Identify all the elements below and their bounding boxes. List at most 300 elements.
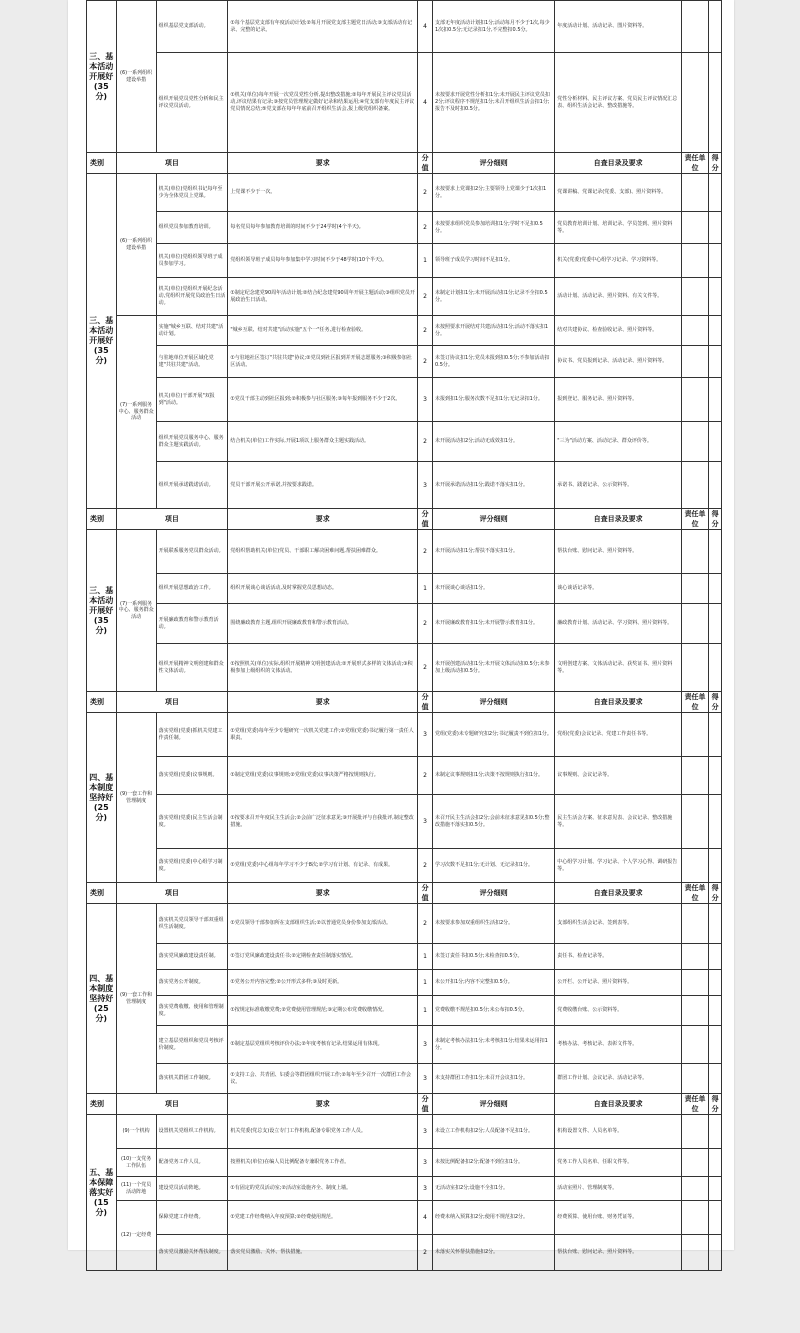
requirement-cell: 按照机关(单位)在编人员比例配备专兼职党务工作者。 (228, 1149, 418, 1177)
header-row (87, 692, 722, 713)
self-check-cell: 支部组织生活会记录、签到表等。 (555, 904, 682, 944)
self-check-cell: 活动计划、活动记录、照片资料、有关文件等。 (555, 278, 682, 316)
header-score: 分值 (418, 509, 433, 530)
header-category: 类别 (87, 153, 117, 174)
table-row (87, 904, 722, 944)
score-cell: 1 (418, 944, 433, 970)
score-cell: 2 (418, 904, 433, 944)
requirement-cell: ①党员领导干部参加所在支部组织生活;②以普通党员身份参加支部活动。 (228, 904, 418, 944)
item-cell: 建立基层党组织和党员考核评价制度。 (156, 1026, 228, 1064)
requirement-cell: ①按规定标准收缴党费;②党费使用管理规范;③定期公布党费收缴情况。 (228, 996, 418, 1026)
requirement-cell: 组织开展谈心谈话活动,及时掌握党员思想动态。 (228, 574, 418, 604)
requirement-cell: ①制定基层党组织考核评价办法;②年度考核有记录,结果运用有体现。 (228, 1026, 418, 1064)
rule-cell: 未签订责任书扣0.5分;未检查扣0.5分。 (432, 944, 554, 970)
self-check-cell: 帮扶台账、慰问记录、照片资料等。 (555, 530, 682, 574)
requirement-cell: ①有固定的党员活动室;②活动室设施齐全、制度上墙。 (228, 1177, 418, 1201)
unit-cell (681, 1149, 708, 1177)
table-row (87, 1177, 722, 1201)
table-row (87, 462, 722, 509)
self-check-cell: 文明创建方案、文体活动记录、获奖证书、照片资料等。 (555, 644, 682, 692)
item-cell: 落实党务公开制度。 (156, 970, 228, 996)
unit-cell (681, 316, 708, 346)
got-cell (709, 1, 722, 53)
table-row (87, 1149, 722, 1177)
requirement-cell: 围绕廉政教育主题,组织开展廉政教育和警示教育活动。 (228, 604, 418, 644)
project-cell: (9)一个机构 (116, 1115, 156, 1149)
project-cell: (6)一系列组织建设举措 (116, 174, 156, 316)
requirement-cell: ①每个基层党支部有年度活动计划;②每月开展党支部主题党日活动;③支部活动有记录、完整的记录。 (228, 1, 418, 53)
self-check-cell: 党性分析材料、民主评议方案、党员民主评议情况汇总表、组织生活会记录、整改措施等。 (555, 53, 682, 153)
table-row (87, 644, 722, 692)
score-cell: 2 (418, 757, 433, 795)
got-cell (709, 1064, 722, 1094)
project-cell: (7)一系列服务中心、服务群众活动 (116, 530, 156, 692)
requirement-cell: "城乡互联、结对共建"活动实施"五个一"任务,进行检查验收。 (228, 316, 418, 346)
got-cell (709, 378, 722, 422)
rule-cell: 未公开扣1分;内容不完整扣0.5分。 (432, 970, 554, 996)
header-row (87, 1094, 722, 1115)
rule-cell: 经费未纳入预算扣2分;使用不规范扣2分。 (432, 1201, 554, 1235)
project-cell: (11)一个党员活动阵地 (116, 1177, 156, 1201)
header-requirement: 要求 (228, 1094, 418, 1115)
unit-cell (681, 1026, 708, 1064)
rule-cell: 未按要求上党课扣2分;主要领导上党课少于1次扣1分。 (432, 174, 554, 212)
rule-cell: 未按比例配备扣2分;配备不到位扣1分。 (432, 1149, 554, 1177)
unit-cell (681, 1177, 708, 1201)
got-cell (709, 53, 722, 153)
score-cell: 3 (418, 795, 433, 849)
unit-cell (681, 53, 708, 153)
self-check-cell: 群团工作计划、会议记录、活动记录等。 (555, 1064, 682, 1094)
unit-cell (681, 996, 708, 1026)
got-cell (709, 713, 722, 757)
unit-cell (681, 644, 708, 692)
unit-cell (681, 462, 708, 509)
self-check-cell: 年度活动计划、活动记录、图片资料等。 (555, 1, 682, 53)
table-row (87, 996, 722, 1026)
rule-cell: 未开展创建活动扣1分;未开展文体活动扣0.5分;未参加上级活动扣0.5分。 (432, 644, 554, 692)
unit-cell (681, 1235, 708, 1271)
requirement-cell: ①党务公开内容完整;②公开形式多样;③及时更新。 (228, 970, 418, 996)
self-check-cell: 党课讲稿、党课记录(党委、支部)、照片资料等。 (555, 174, 682, 212)
got-cell (709, 574, 722, 604)
self-check-cell: 公开栏、公开记录、照片资料等。 (555, 970, 682, 996)
header-got: 得分 (709, 692, 722, 713)
self-check-cell: 帮扶台账、慰问记录、照片资料等。 (555, 1235, 682, 1271)
header-self: 自查目录及要求 (555, 153, 682, 174)
table-row (87, 346, 722, 378)
unit-cell (681, 1201, 708, 1235)
table-row (87, 1064, 722, 1094)
item-cell: 组织党员参加教育培训。 (156, 212, 228, 244)
rule-cell: 未开展承诺活动扣1分;践诺不落实扣1分。 (432, 462, 554, 509)
item-cell: 与驻地单位开展区域化党建"共驻共建"活动。 (156, 346, 228, 378)
header-category: 类别 (87, 692, 117, 713)
item-cell: 机关(单位)党组织开展纪念活动,党组织开展党员政治生日活动。 (156, 278, 228, 316)
rule-cell: 未签订协议扣1分;党员未报到扣0.5分;不参加活动扣0.5分。 (432, 346, 554, 378)
score-cell: 1 (418, 970, 433, 996)
rule-cell: 未召开民主生活会扣2分;会前未征求意见扣0.5分;整改措施不落实扣0.5分。 (432, 795, 554, 849)
self-check-cell: 中心组学习计划、学习记录、个人学习心得、调研报告等。 (555, 849, 682, 883)
self-check-cell: 活动室照片、管理制度等。 (555, 1177, 682, 1201)
self-check-cell: 协议书、党员报到记录、活动记录、照片资料等。 (555, 346, 682, 378)
header-rule: 评分细则 (432, 153, 554, 174)
header-requirement: 要求 (228, 883, 418, 904)
item-cell: 机关(单位)党组织书记每年至少为全体党员上党课。 (156, 174, 228, 212)
got-cell (709, 1201, 722, 1235)
self-check-cell: 结对共建协议、检查验收记录、照片资料等。 (555, 316, 682, 346)
header-got: 得分 (709, 153, 722, 174)
score-cell: 3 (418, 1115, 433, 1149)
self-check-cell: 党组(党委)会议记录、党建工作责任书等。 (555, 713, 682, 757)
project-cell: (9)一套工作和管理制度 (116, 713, 156, 883)
item-cell: 设置机关党组织工作机构。 (156, 1115, 228, 1149)
item-cell: 开展联系服务党员群众活动。 (156, 530, 228, 574)
score-cell: 2 (418, 644, 433, 692)
requirement-cell: ①制定党组(党委)议事规则;②党组(党委)议事决策严格按规则执行。 (228, 757, 418, 795)
score-cell: 3 (418, 1177, 433, 1201)
self-check-cell: 党务工作人员名单、任职文件等。 (555, 1149, 682, 1177)
header-score: 分值 (418, 1094, 433, 1115)
rule-cell: 未开展活动扣1分;帮扶不落实扣1分。 (432, 530, 554, 574)
rule-cell: 未落实关怀帮扶措施扣2分。 (432, 1235, 554, 1271)
header-project: 项目 (116, 883, 228, 904)
rule-cell: 未按要求参加双重组织生活扣2分。 (432, 904, 554, 944)
self-check-cell: 议事规则、会议记录等。 (555, 757, 682, 795)
self-check-cell: 谈心谈话记录等。 (555, 574, 682, 604)
header-unit: 责任单位 (681, 692, 708, 713)
got-cell (709, 462, 722, 509)
header-rule: 评分细则 (432, 883, 554, 904)
got-cell (709, 757, 722, 795)
unit-cell (681, 1, 708, 53)
project-cell: (10)一支党务工作队伍 (116, 1149, 156, 1177)
item-cell: 机关(单位)干部开展"双报到"活动。 (156, 378, 228, 422)
requirement-cell: ①按要求召开年度民主生活会;②会前广泛征求意见;③开展批评与自我批评,制定整改措施。 (228, 795, 418, 849)
table-row (87, 174, 722, 212)
unit-cell (681, 530, 708, 574)
self-check-cell: 考核办法、考核记录、表彰文件等。 (555, 1026, 682, 1064)
score-cell: 1 (418, 996, 433, 1026)
got-cell (709, 1149, 722, 1177)
unit-cell (681, 970, 708, 996)
table-row (87, 574, 722, 604)
requirement-cell: 落实党员激励、关怀、帮扶措施。 (228, 1235, 418, 1271)
table-row (87, 278, 722, 316)
table-row (87, 1235, 722, 1271)
header-row (87, 509, 722, 530)
requirement-cell: 上党课不少于一次。 (228, 174, 418, 212)
unit-cell (681, 346, 708, 378)
table-row (87, 1201, 722, 1235)
item-cell: 开展廉政教育和警示教育活动。 (156, 604, 228, 644)
category-cell: 四、基本制度坚持好(25分) (87, 904, 117, 1094)
table-row (87, 944, 722, 970)
header-unit: 责任单位 (681, 153, 708, 174)
category-cell: 三、基本活动开展好(35分) (87, 174, 117, 509)
table-row (87, 53, 722, 153)
requirement-cell: ①党建工作经费纳入年度预算;②经费使用规范。 (228, 1201, 418, 1235)
project-cell: (6)一系列组织建设举措 (116, 1, 156, 153)
unit-cell (681, 795, 708, 849)
item-cell: 实施"城乡互联、结对共建"活动计划。 (156, 316, 228, 346)
unit-cell (681, 1064, 708, 1094)
requirement-cell: 每名党员每年参加教育培训的时间不少于24学时(4个半天)。 (228, 212, 418, 244)
score-cell: 2 (418, 1235, 433, 1271)
table-row (87, 244, 722, 278)
got-cell (709, 174, 722, 212)
header-self: 自查目录及要求 (555, 509, 682, 530)
got-cell (709, 346, 722, 378)
item-cell: 落实党组(党委)中心组学习制度。 (156, 849, 228, 883)
unit-cell (681, 604, 708, 644)
score-cell: 2 (418, 174, 433, 212)
rule-cell: 未开展活动扣2分;活动无成效扣1分。 (432, 422, 554, 462)
unit-cell (681, 849, 708, 883)
table-row (87, 757, 722, 795)
score-cell: 2 (418, 849, 433, 883)
requirement-cell: 机关党委(党总支)设立专门工作机构,配备专职党务工作人员。 (228, 1115, 418, 1149)
score-cell: 3 (418, 1149, 433, 1177)
got-cell (709, 996, 722, 1026)
unit-cell (681, 174, 708, 212)
header-got: 得分 (709, 883, 722, 904)
score-cell: 1 (418, 244, 433, 278)
requirement-cell: ①党组(党委)中心组每年学习不少于8次;②学习有计划、有记录、有成果。 (228, 849, 418, 883)
item-cell: 机关(单位)党组织领导班子成员参加学习。 (156, 244, 228, 278)
header-unit: 责任单位 (681, 509, 708, 530)
header-unit: 责任单位 (681, 883, 708, 904)
score-cell: 4 (418, 1201, 433, 1235)
got-cell (709, 944, 722, 970)
item-cell: 落实党组(党委)议事规则。 (156, 757, 228, 795)
header-category: 类别 (87, 509, 117, 530)
table-row (87, 849, 722, 883)
score-cell: 4 (418, 53, 433, 153)
rule-cell: 未开展廉政教育扣1分;未开展警示教育扣1分。 (432, 604, 554, 644)
header-self: 自查目录及要求 (555, 692, 682, 713)
got-cell (709, 316, 722, 346)
rule-cell: 支部无年度活动计划扣1分;活动每月不少于1次,每少1次扣0.5分;无记录扣1分,不完整扣0.5分。 (432, 1, 554, 53)
unit-cell (681, 944, 708, 970)
self-check-cell: 党费收缴台账、公示资料等。 (555, 996, 682, 1026)
rule-cell: 领导班子成员学习时间不足扣1分。 (432, 244, 554, 278)
item-cell: 配备党务工作人员。 (156, 1149, 228, 1177)
rule-cell: 未制定考核办法扣1分;未考核扣1分;结果未运用扣1分。 (432, 1026, 554, 1064)
unit-cell (681, 904, 708, 944)
got-cell (709, 644, 722, 692)
score-cell: 2 (418, 316, 433, 346)
table-row (87, 970, 722, 996)
requirement-cell: ①与驻地社区签订"共驻共建"协议;②党员到社区报到并开展志愿服务;③积极参加社区活动。 (228, 346, 418, 378)
self-check-cell: 机构设置文件、人员名单等。 (555, 1115, 682, 1149)
rule-cell: 无活动室扣2分;设施不全扣1分。 (432, 1177, 554, 1201)
self-check-cell: 责任书、检查记录等。 (555, 944, 682, 970)
rule-cell: 学习次数不足扣1分;无计划、无记录扣1分。 (432, 849, 554, 883)
got-cell (709, 278, 722, 316)
item-cell: 组织基层党支部活动。 (156, 1, 228, 53)
item-cell: 落实党组(党委)民主生活会制度。 (156, 795, 228, 849)
table-row (87, 378, 722, 422)
self-check-cell: 报到登记、服务记录、照片资料等。 (555, 378, 682, 422)
header-score: 分值 (418, 692, 433, 713)
score-cell: 2 (418, 422, 433, 462)
rule-cell: 未制定议事规则扣1分;决策不按规则执行扣1分。 (432, 757, 554, 795)
requirement-cell: ①党员干部主动到社区报到;②积极参与社区服务;③每年报到服务不少于2次。 (228, 378, 418, 422)
self-check-cell: 经费预算、使用台账、财务凭证等。 (555, 1201, 682, 1235)
item-cell: 落实党费收缴、使用和管理制度。 (156, 996, 228, 1026)
got-cell (709, 604, 722, 644)
category-cell: 三、基本活动开展好(35分) (87, 530, 117, 692)
got-cell (709, 244, 722, 278)
header-rule: 评分细则 (432, 509, 554, 530)
item-cell: 落实党员激励关怀帮扶制度。 (156, 1235, 228, 1271)
header-project: 项目 (116, 153, 228, 174)
unit-cell (681, 1115, 708, 1149)
header-category: 类别 (87, 883, 117, 904)
rule-cell: 未支持群团工作扣1分;未召开会议扣1分。 (432, 1064, 554, 1094)
got-cell (709, 530, 722, 574)
score-cell: 3 (418, 1026, 433, 1064)
unit-cell (681, 574, 708, 604)
self-check-cell: 机关(党委)党委中心组学习记录、学习资料等。 (555, 244, 682, 278)
got-cell (709, 849, 722, 883)
score-cell: 2 (418, 530, 433, 574)
header-rule: 评分细则 (432, 692, 554, 713)
rule-cell: 未按要求组织党员参加培训扣1分;学时不足扣0.5分。 (432, 212, 554, 244)
project-cell: (9)一套工作和管理制度 (116, 904, 156, 1094)
rule-cell: 未按要求开展党性分析扣1分;未开展民主评议党员扣2分;评议程序不规范扣1分;未召开组织生活会扣1分;报告不及时扣0.5分。 (432, 53, 554, 153)
score-cell: 2 (418, 346, 433, 378)
score-cell: 3 (418, 462, 433, 509)
got-cell (709, 795, 722, 849)
document-page (68, 0, 734, 1256)
header-self: 自查目录及要求 (555, 883, 682, 904)
table-row (87, 1, 722, 53)
self-check-cell: "三为"活动方案、活动记录、群众评价等。 (555, 422, 682, 462)
rule-cell: 党组(党委)未专题研究扣2分;书记履责不到位扣1分。 (432, 713, 554, 757)
item-cell: 组织开展承诺践诺活动。 (156, 462, 228, 509)
score-cell: 2 (418, 604, 433, 644)
rule-cell: 未开展谈心谈话扣1分。 (432, 574, 554, 604)
table-row (87, 212, 722, 244)
got-cell (709, 1115, 722, 1149)
got-cell (709, 970, 722, 996)
checklist-table (86, 0, 722, 1271)
requirement-cell: ①机关(单位)每年开展一次党员党性分析,提出整改措施;②每年开展民主评议党员活动,评议结果有记录;③按党员管理规定做好记录和结果运用;④党支部有年度民主评议党员情况总结;⑤党支部在每年年底前召开组织生活会,报上级党组织备案。 (228, 53, 418, 153)
requirement-cell: ①制定纪念建党90周年活动计划;②结合纪念建党90周年开展主题活动;③组织党员开展政治生日活动。 (228, 278, 418, 316)
unit-cell (681, 422, 708, 462)
got-cell (709, 904, 722, 944)
category-cell: 三、基本活动开展好(35分) (87, 1, 117, 153)
got-cell (709, 1177, 722, 1201)
rule-cell: 未报到扣1分;服务次数不足扣1分;无记录扣1分。 (432, 378, 554, 422)
table-row (87, 316, 722, 346)
score-cell: 4 (418, 1, 433, 53)
header-requirement: 要求 (228, 692, 418, 713)
self-check-cell: 党员教育培训计划、培训记录、学员签到、照片资料等。 (555, 212, 682, 244)
unit-cell (681, 378, 708, 422)
score-cell: 3 (418, 713, 433, 757)
unit-cell (681, 212, 708, 244)
header-unit: 责任单位 (681, 1094, 708, 1115)
table-row (87, 530, 722, 574)
table-row (87, 1026, 722, 1064)
header-project: 项目 (116, 692, 228, 713)
score-cell: 2 (418, 278, 433, 316)
table-row (87, 713, 722, 757)
requirement-cell: 党组织领导班子成员每年参加集中学习时间不少于48学时(10个半天)。 (228, 244, 418, 278)
self-check-cell: 民主生活会方案、征求意见表、会议记录、整改措施等。 (555, 795, 682, 849)
category-cell: 五、基本保障落实好(15分) (87, 1115, 117, 1271)
requirement-cell: ①按照机关(单位)实际,组织开展精神文明创建活动;②开展形式多样的文体活动;③积极参加上级组织的文体活动。 (228, 644, 418, 692)
project-cell: (12)一定经费 (116, 1201, 156, 1271)
item-cell: 落实机关群团工作制度。 (156, 1064, 228, 1094)
item-cell: 组织开展思想政治工作。 (156, 574, 228, 604)
item-cell: 落实党组(党委)抓机关党建工作责任制。 (156, 713, 228, 757)
item-cell: 组织开展党员党性分析和民主评议党员活动。 (156, 53, 228, 153)
rule-cell: 党费收缴不规范扣0.5分;未公布扣0.5分。 (432, 996, 554, 1026)
unit-cell (681, 757, 708, 795)
header-project: 项目 (116, 509, 228, 530)
self-check-cell: 廉政教育计划、活动记录、学习资料、照片资料等。 (555, 604, 682, 644)
header-score: 分值 (418, 153, 433, 174)
requirement-cell: 党组织帮助机关(单位)党员、干部职工解决困难问题,帮扶困难群众。 (228, 530, 418, 574)
header-row (87, 153, 722, 174)
table-row (87, 795, 722, 849)
score-cell: 3 (418, 1064, 433, 1094)
rule-cell: 未制定计划扣1分;未开展活动扣1分;记录不全扣0.5分。 (432, 278, 554, 316)
item-cell: 建设党员活动阵地。 (156, 1177, 228, 1201)
project-cell: (7)一系列服务中心、服务群众活动 (116, 316, 156, 509)
rule-cell: 未设立工作机构扣2分;人员配备不足扣1分。 (432, 1115, 554, 1149)
header-category: 类别 (87, 1094, 117, 1115)
header-requirement: 要求 (228, 153, 418, 174)
header-project: 项目 (116, 1094, 228, 1115)
item-cell: 落实党风廉政建设责任制。 (156, 944, 228, 970)
header-rule: 评分细则 (432, 1094, 554, 1115)
item-cell: 组织开展党员服务中心、服务群众主题实践活动。 (156, 422, 228, 462)
unit-cell (681, 278, 708, 316)
header-got: 得分 (709, 1094, 722, 1115)
item-cell: 保障党建工作经费。 (156, 1201, 228, 1235)
rule-cell: 未按照要求开展结对共建活动扣1分;活动不落实扣1分。 (432, 316, 554, 346)
self-check-cell: 承诺书、践诺记录、公示资料等。 (555, 462, 682, 509)
score-cell: 1 (418, 574, 433, 604)
header-requirement: 要求 (228, 509, 418, 530)
item-cell: 落实机关党员领导干部双重组织生活制度。 (156, 904, 228, 944)
score-cell: 3 (418, 378, 433, 422)
table-row (87, 1115, 722, 1149)
requirement-cell: ①党组(党委)每年至少专题研究一次机关党建工作;②党组(党委)书记履行第一责任人职责。 (228, 713, 418, 757)
category-cell: 四、基本制度坚持好(25分) (87, 713, 117, 883)
requirement-cell: ①支持工会、共青团、妇委会等群团组织开展工作;②每年至少召开一次群团工作会议。 (228, 1064, 418, 1094)
got-cell (709, 212, 722, 244)
table-row (87, 422, 722, 462)
header-self: 自查目录及要求 (555, 1094, 682, 1115)
header-score: 分值 (418, 883, 433, 904)
item-cell: 组织开展精神文明创建和群众性文体活动。 (156, 644, 228, 692)
table-row (87, 604, 722, 644)
unit-cell (681, 713, 708, 757)
header-got: 得分 (709, 509, 722, 530)
requirement-cell: ①签订党风廉政建设责任书;②定期检查责任制落实情况。 (228, 944, 418, 970)
got-cell (709, 1235, 722, 1271)
header-row (87, 883, 722, 904)
requirement-cell: 结合机关(单位)工作实际,开展1项以上服务群众主题实践活动。 (228, 422, 418, 462)
got-cell (709, 422, 722, 462)
got-cell (709, 1026, 722, 1064)
